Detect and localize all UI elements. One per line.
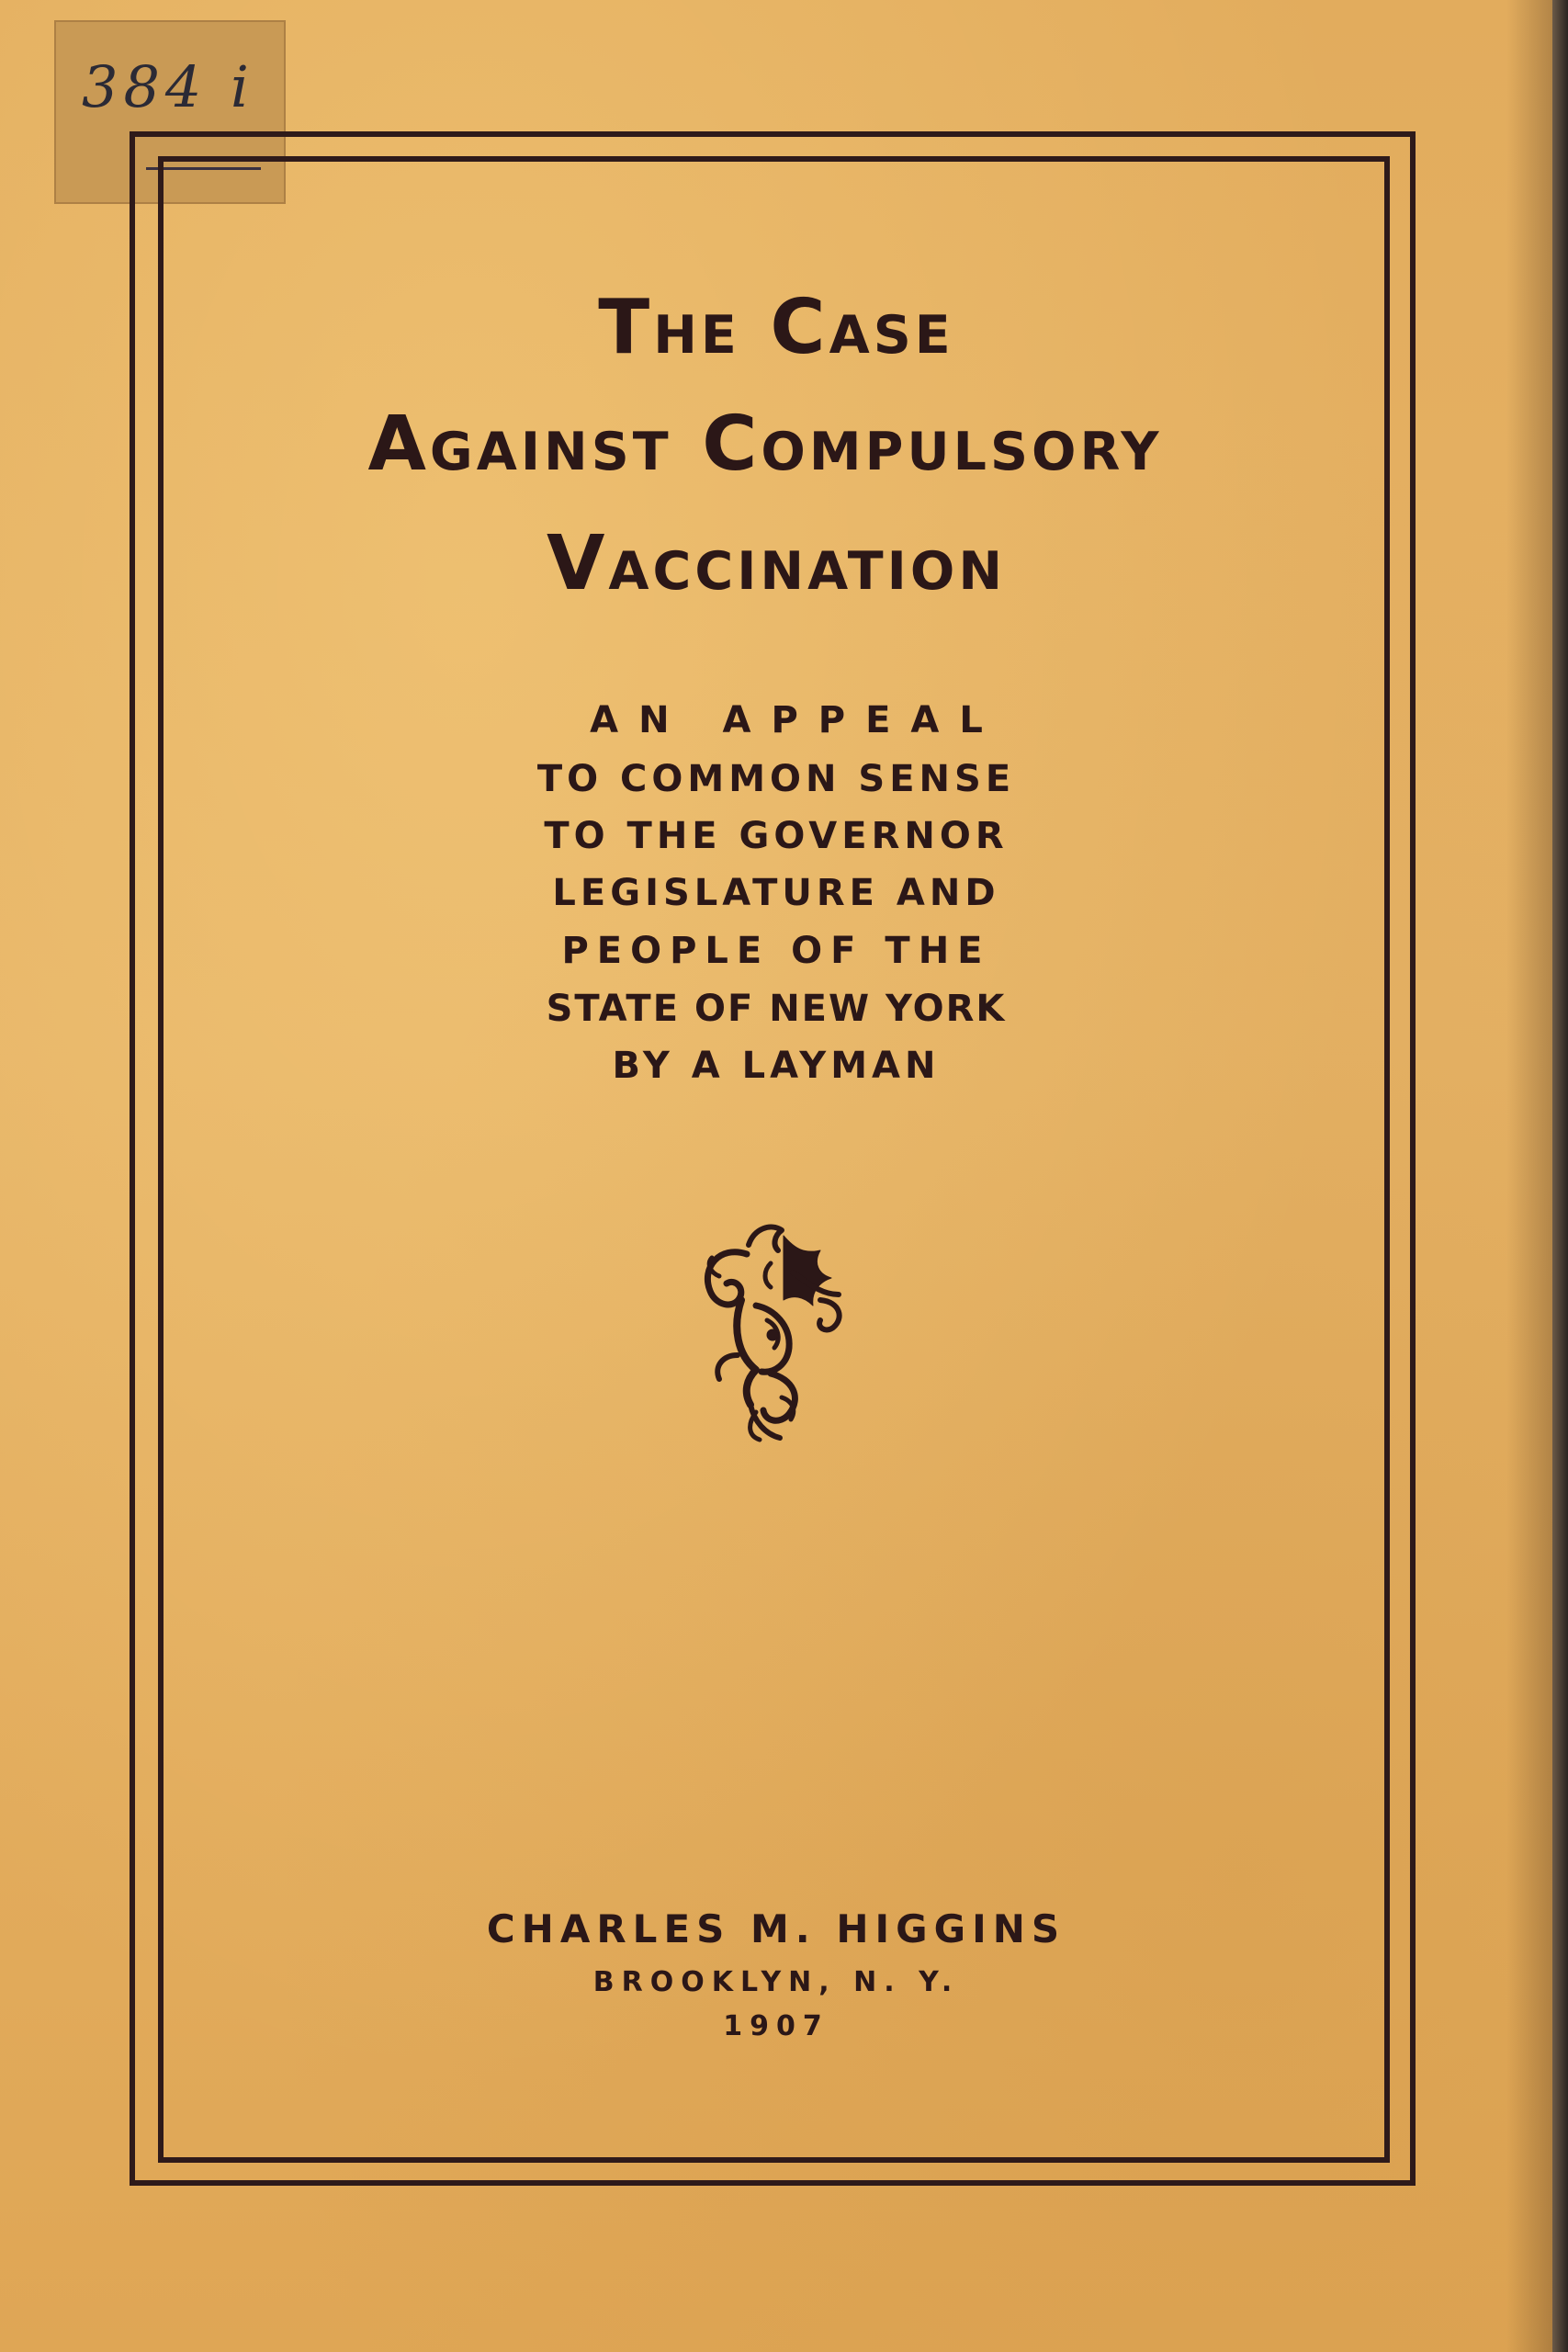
call-number: 384 i bbox=[82, 53, 254, 120]
subtitle-line-5: PEOPLE OF THE bbox=[561, 930, 991, 972]
title-line-3: Vaccination bbox=[546, 520, 1007, 607]
book-spine-edge bbox=[1552, 0, 1568, 2352]
publication-year: 1907 bbox=[723, 2010, 829, 2042]
publisher-city: BROOKLYN, N. Y. bbox=[592, 1966, 960, 1998]
subtitle-line-2: TO COMMON SENSE bbox=[536, 758, 1016, 800]
cover-edge-shadow bbox=[1506, 0, 1552, 2352]
title-line-2: Against Compulsory bbox=[367, 401, 1163, 488]
subtitle-line-6: STATE OF NEW YORK bbox=[546, 988, 1007, 1030]
subtitle-line-3: TO THE GOVERNOR bbox=[544, 815, 1009, 857]
publisher-name: CHARLES M. HIGGINS bbox=[486, 1906, 1066, 1951]
subtitle-line-1: AN APPEAL bbox=[590, 699, 1003, 741]
subtitle-line-7: BY A LAYMAN bbox=[612, 1045, 941, 1087]
subtitle-line-4: LEGISLATURE AND bbox=[552, 872, 1000, 914]
title-line-1: The Case bbox=[598, 284, 954, 371]
griffin-fleuron-icon bbox=[682, 1217, 848, 1442]
